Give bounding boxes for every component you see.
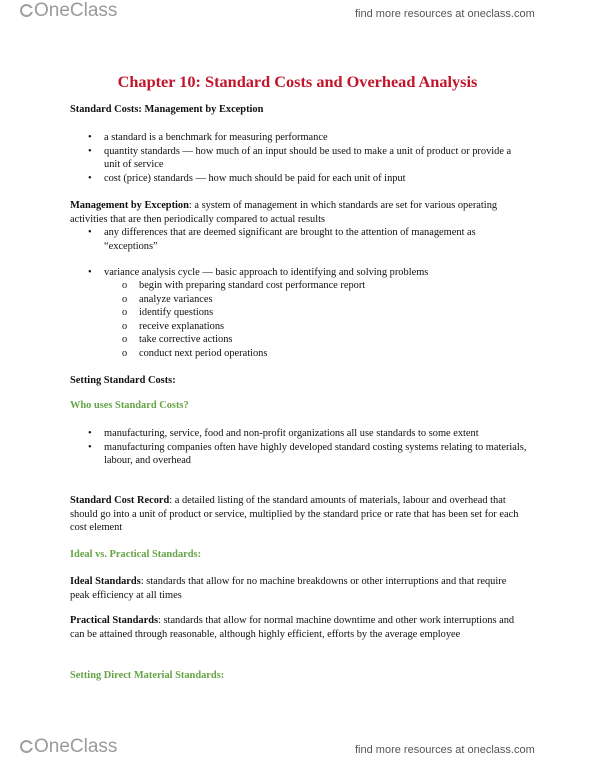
list-item: • variance analysis cycle — basic approach to identifying and solving problems [88, 266, 528, 280]
term: Ideal Standards [70, 576, 141, 587]
list-item: o begin with preparing standard cost performance report [122, 279, 522, 293]
list-item: o take corrective actions [122, 333, 522, 347]
list-item: o identify questions [122, 306, 522, 320]
list-item: o conduct next period operations [122, 347, 522, 361]
logo-text: OneClass [34, 736, 118, 757]
logo-text: OneClass [34, 0, 118, 21]
section-heading-setting-standard-costs: Setting Standard Costs: [70, 375, 176, 386]
definition-ideal-standards [70, 575, 522, 602]
list-item: • cost (price) standards — how much should be paid for each unit of input [88, 172, 528, 186]
definition-text: : a system of management in which standards are set for various operating activities that are then periodically compared to actual results [70, 200, 498, 225]
variance-cycle-steps [122, 279, 522, 361]
header-link[interactable]: find more resources at oneclass.com [355, 8, 535, 20]
definition-text: : standards that allow for normal machine downtime and other work interruptions and can be attained through reasonable, although highly efficient, efforts by the average employee [70, 615, 515, 640]
logo-o-icon [20, 740, 33, 753]
footer-link[interactable]: find more resources at oneclass.com [355, 744, 535, 756]
variance-cycle-list [88, 266, 528, 280]
standard-costs-list [88, 131, 528, 185]
mbe-list [88, 226, 528, 253]
who-uses-list [88, 427, 528, 468]
list-item: • any differences that are deemed significant are brought to the attention of management as “exceptions” [88, 226, 528, 253]
term: Practical Standards [70, 615, 159, 626]
definition-text: : standards that allow for no machine breakdowns or other interruptions and that require peak efficiency at all times [70, 576, 507, 601]
logo-o-icon [20, 4, 33, 17]
oneclass-logo[interactable] [20, 0, 118, 21]
subheading-ideal-vs-practical: Ideal vs. Practical Standards: [70, 549, 202, 560]
definition-management-by-exception [70, 199, 510, 226]
list-item: • manufacturing companies often have highly developed standard costing systems relating to materials, labour, and overhead [88, 441, 528, 468]
definition-standard-cost-record [70, 494, 522, 535]
list-item: o analyze variances [122, 293, 522, 307]
term: Management by Exception [70, 200, 189, 211]
term: Standard Cost Record [70, 495, 170, 506]
section-heading-standard-costs: Standard Costs: Management by Exception [70, 104, 264, 115]
list-item: o receive explanations [122, 320, 522, 334]
page-title: Chapter 10: Standard Costs and Overhead Analysis [117, 72, 478, 91]
definition-practical-standards [70, 614, 522, 641]
list-item: • a standard is a benchmark for measuring performance [88, 131, 528, 145]
subheading-who-uses: Who uses Standard Costs? [70, 400, 189, 411]
list-item: • quantity standards — how much of an input should be used to make a unit of product or provide a unit of service [88, 145, 528, 172]
list-item: • manufacturing, service, food and non-profit organizations all use standards to some extent [88, 427, 528, 441]
subheading-direct-material: Setting Direct Material Standards: [70, 670, 225, 681]
definition-text: : a detailed listing of the standard amounts of materials, labour and overhead that should go into a unit of product or service, multiplied by the standard price or rate that has been set for each cost element [70, 495, 519, 534]
oneclass-logo-footer[interactable] [20, 736, 118, 757]
